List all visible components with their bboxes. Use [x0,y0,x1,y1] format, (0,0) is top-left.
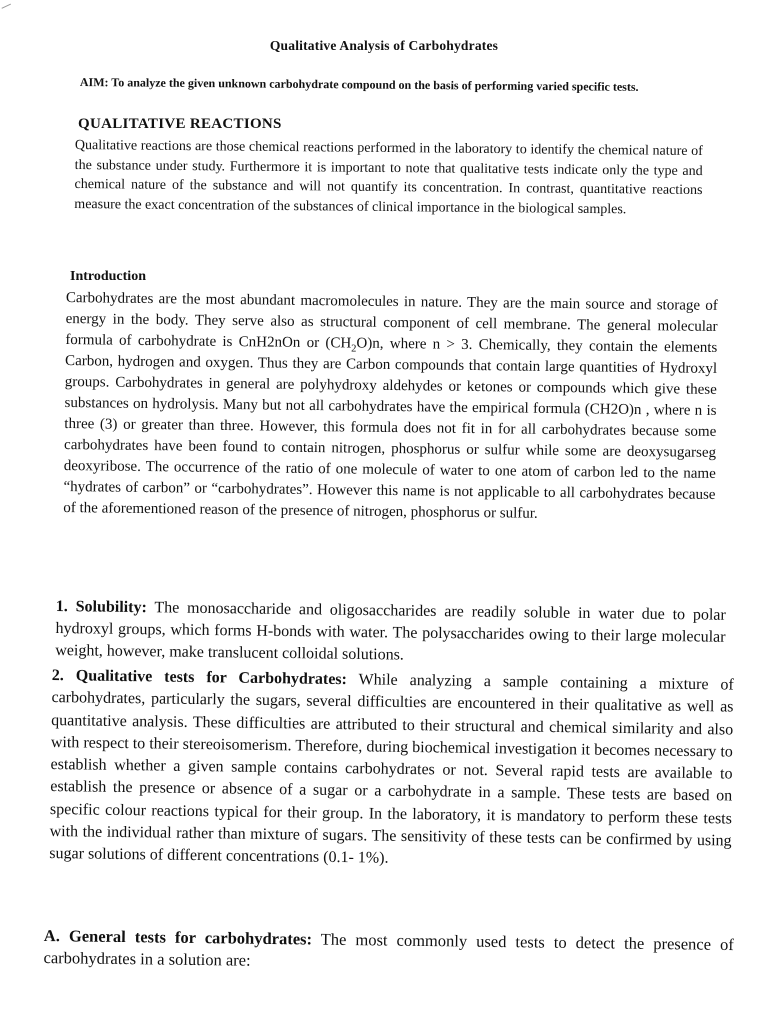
general-tests-label: A. General tests for carbohydrates: [43,925,313,949]
qualitative-tests-text: While analyzing a sample containing a mixture of carbohydrates, particularly the sugars, several difficulties are encountered in their qualitative as well as quantitative analysis. These difficulties are attributed to their structural and chemical similarity and also with respect to their stereoisomerism. Therefore, during biochemical investigation it becomes necessary to establish whether a given sample contains carbohydrates or not. Several rapid tests are available to establish the presence or absence of a sugar or a carbohydrate in a sample. These tests are based on specific colour reactions typical for their group. In the laboratory, it is mandatory to perform these tests with the individual rather than mixture of sugars. The sensitivity of these tests can be confirmed by using sugar solutions of different concentrations (0.1- 1%). [49,671,734,868]
introduction-paragraph [63,288,718,527]
solubility-paragraph [55,596,726,671]
introduction-heading: Introduction [70,269,146,284]
qualitative-reactions-heading: QUALITATIVE REACTIONS [78,116,282,132]
solubility-label: 1. Solubility: [55,597,147,617]
solubility-text: The monosaccharide and oligosaccharides are readily soluble in water due to polar hydroxyl groups, which forms H-bonds with water. The polysaccharides owing to their large molecular weight, however, make translucent colloidal solutions. [55,599,726,664]
introduction-text-part-2: O)n, where n > 3. Chemically, they contain the elements Carbon, hydrogen and oxygen. Thus they are Carbon compounds that contain large quantities of Hydroxyl groups. Carbohydrates in general are polyhydroxy aldehydes or ketones or compounds which give these substances on hydrolysis. Many but not all carbohydrates have the empirical formula (CH2O)n , where n is three (3) or greater than three. However, this formula does not fit in for all carbohydrates because some carbohydrates have been found to contain nitrogen, phosphorus or sulfur while some are deoxysugarseg deoxyribose. The occurrence of the ratio of one molecule of water to one atom of carbon led to the name “hydrates of carbon” or “carbohydrates”. However this name is not applicable to all carbohydrates because of the aforementioned reason of the presence of nitrogen, phosphorus or sulfur. [63,335,718,522]
qualitative-tests-paragraph [49,665,734,875]
aim-statement: AIM: To analyze the given unknown carbohydrate compound on the basis of performing varied specific tests. [79,74,639,94]
general-tests-text: The most commonly used tests to detect the presence of carbohydrates in a solution are: [43,929,734,970]
formula-subscript: 2 [351,343,357,355]
scan-mark [0,0,11,9]
qualitative-tests-label: 2. Qualitative tests for Carbohydrates: [51,666,348,689]
introduction-text-part-1: Carbohydrates are the most abundant macromolecules in nature. They are the main source and storage of energy in the body. They serve also as structural component of cell membrane. The general molecular formula of carbohydrate is CnH2nOn or (CH [65,289,718,352]
general-tests-paragraph [43,925,734,978]
page-title: Qualitative Analysis of Carbohydrates [269,38,499,53]
qualitative-reactions-paragraph: Qualitative reactions are those chemical reactions performed in the laboratory to identify the chemical nature of the substance under study. Furthermore it is important to note that qualitative tests indicate only the type and chemical nature of the substance and will not quantify its concentration. In contrast, quantitative reactions measure the exact concentration of the substances of clinical importance in the biological samples. [74,137,703,217]
